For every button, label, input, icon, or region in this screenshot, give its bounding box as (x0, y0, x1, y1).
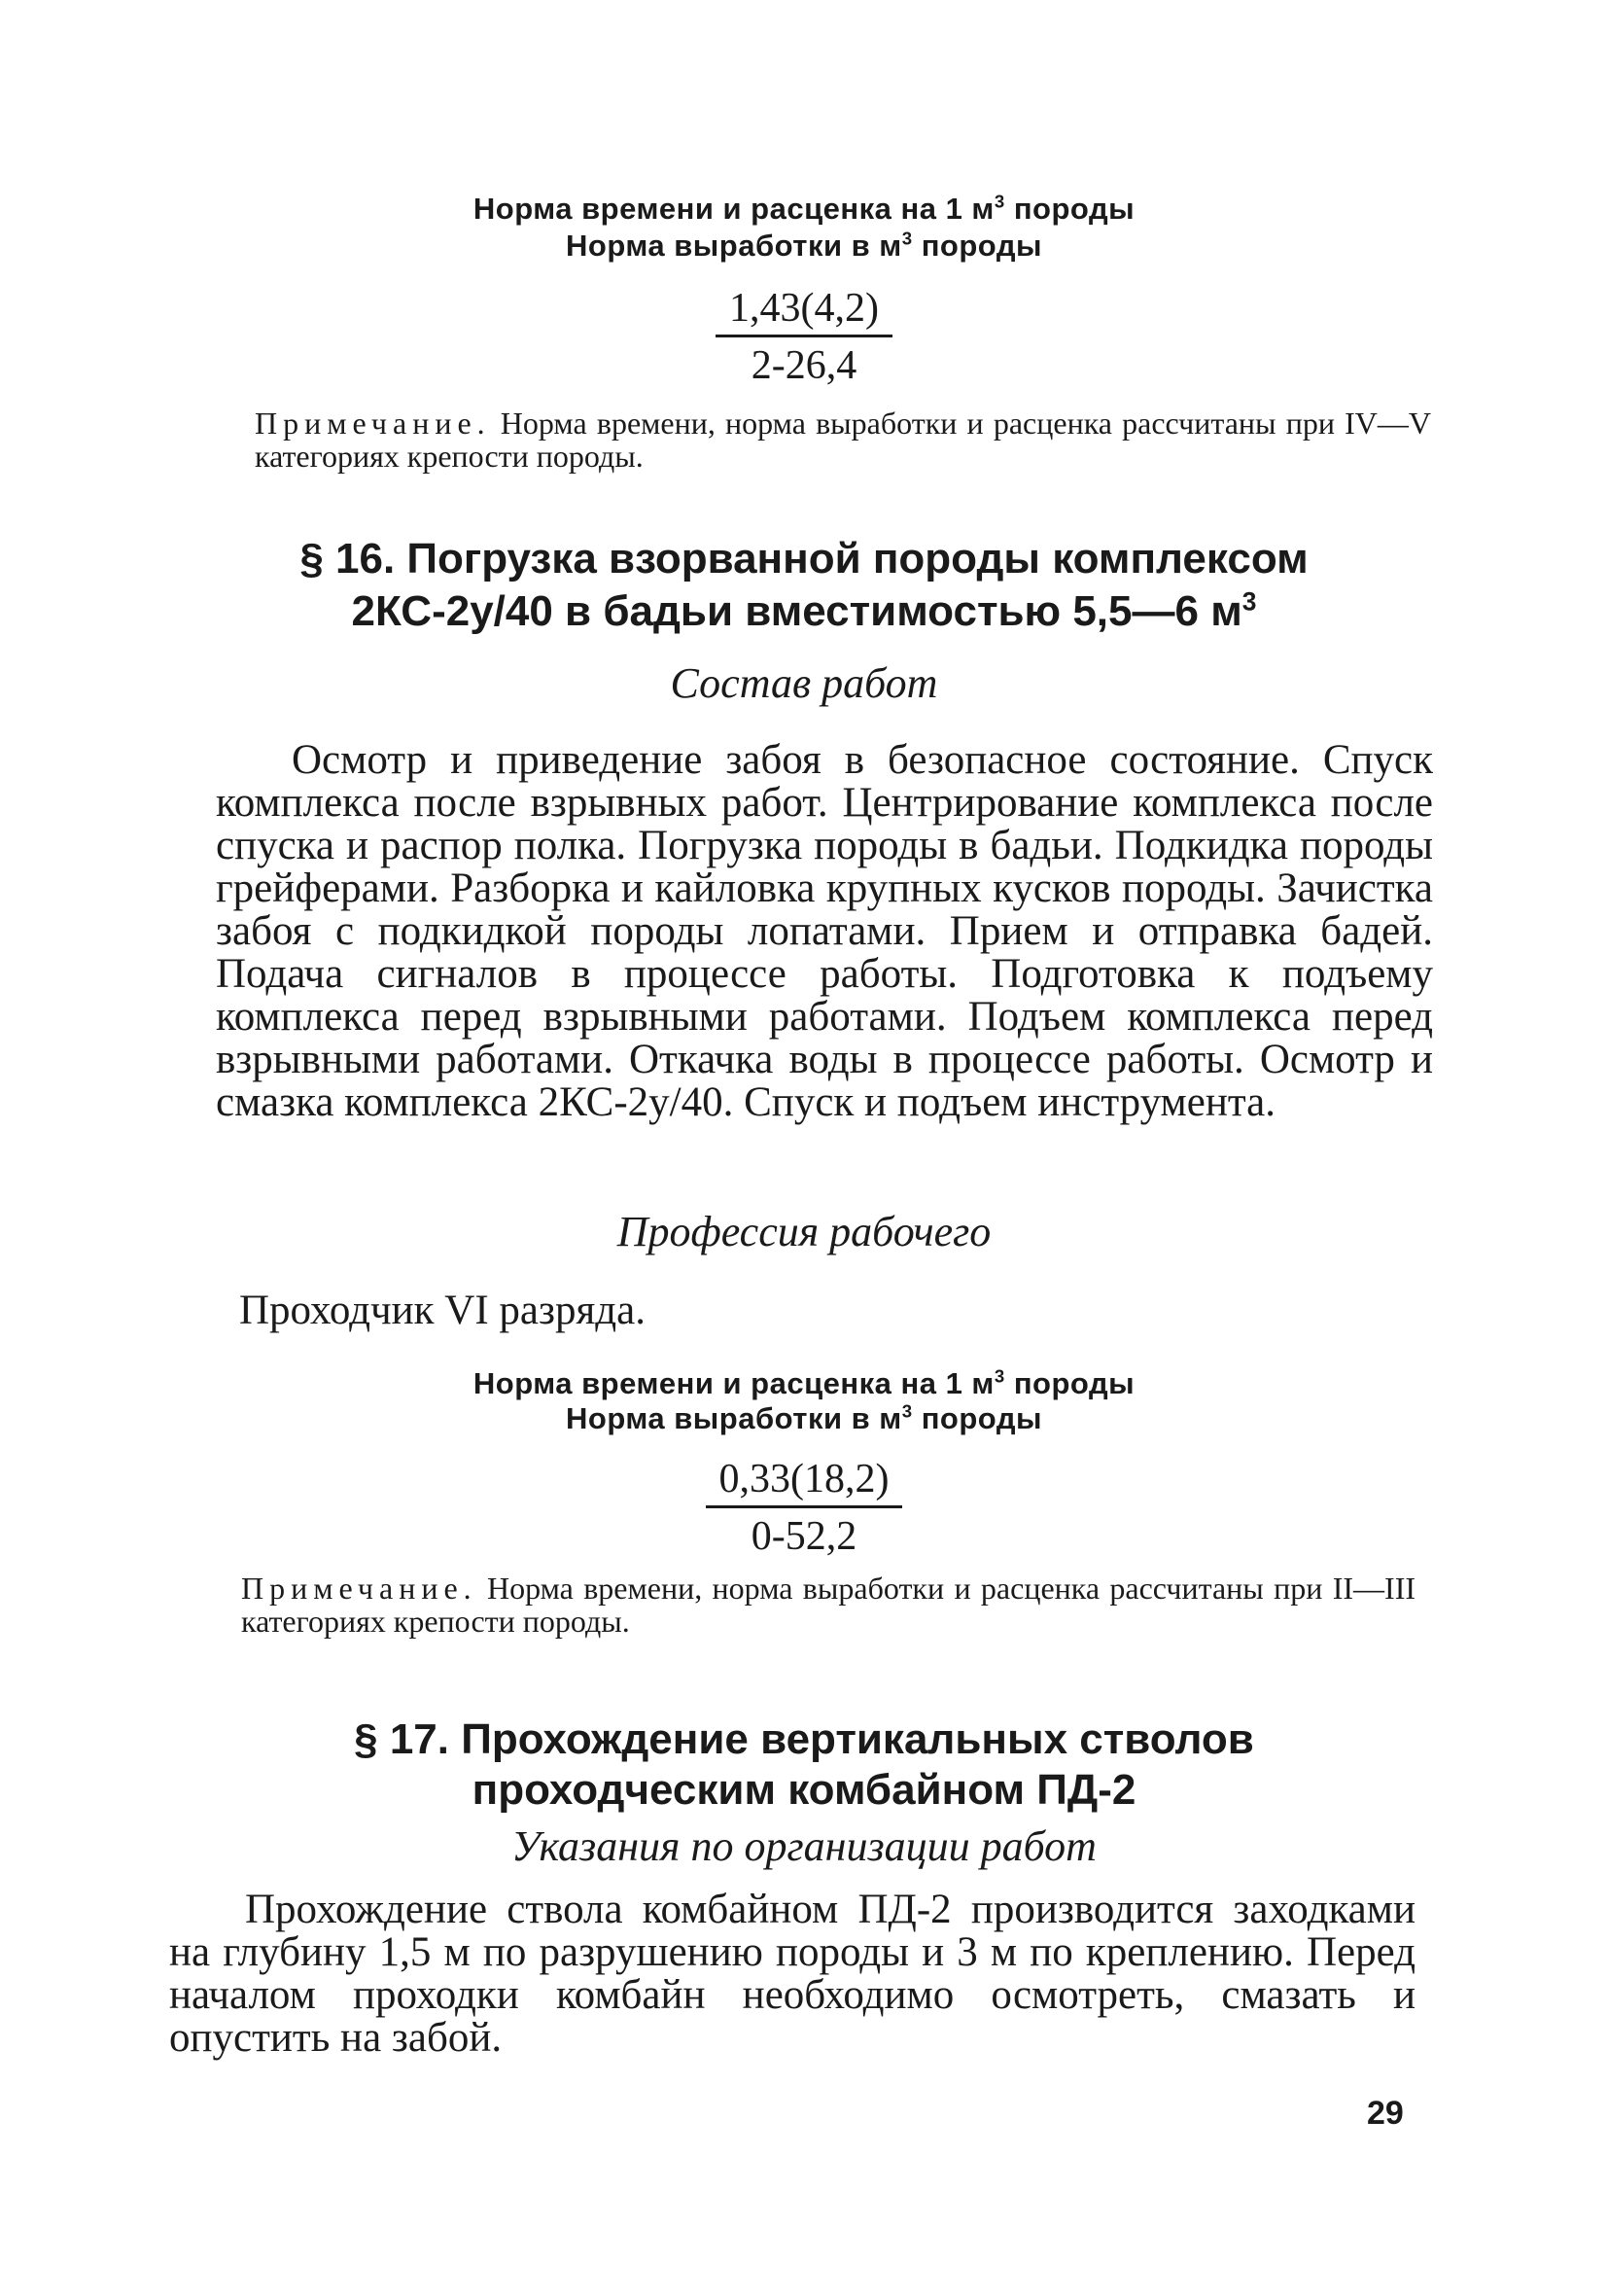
profession-text: Проходчик VI разряда. (239, 1288, 646, 1333)
note-text: Норма времени, норма выработки и расценка рассчитаны при IV—V категориях крепости породы. (255, 406, 1431, 474)
norm-title-2-line1: Норма времени и расценка на 1 м (472, 1366, 995, 1400)
norm-fraction-2 (0, 1455, 1608, 1561)
fraction-numerator: 0,33(18,2) (706, 1455, 903, 1508)
page-number: 29 (1367, 2095, 1404, 2132)
note-label: Примечание. (255, 406, 491, 441)
fraction-denominator: 2-26,4 (751, 343, 857, 388)
fraction-numerator: 1,43(4,2) (716, 284, 892, 337)
instructions-heading: Указания по организации работ (511, 1822, 1097, 1870)
section-16-title-line2-text: 2КС-2у/40 в бадьи вместимостью 5,5—6 м (351, 587, 1242, 635)
norm-title-1-line2-end: породы (912, 229, 1042, 263)
norm-title-2-line2: Норма выработки в м (566, 1401, 902, 1435)
norm-title-2-line1-end: породы (1004, 1366, 1136, 1400)
norm-title-1-line2: Норма выработки в м (566, 229, 902, 263)
profession-heading: Профессия рабочего (616, 1208, 992, 1255)
norm-title-2-line2-end: породы (912, 1401, 1042, 1435)
section-16-title-line2 (0, 585, 1608, 638)
superscript: 3 (901, 1400, 913, 1422)
section-17-title-line1: § 17. Прохождение вертикальных стволов (354, 1715, 1254, 1763)
norm-subtitle-2 (0, 1400, 1608, 1437)
norm-title-1-line1: Норма времени и расценка на 1 м (472, 192, 995, 226)
section-16-title-line1: § 16. Погрузка взорванной породы комплексом (299, 535, 1309, 583)
work-composition-heading: Состав работ (670, 659, 938, 707)
note-1 (255, 406, 1431, 473)
superscript: 3 (901, 228, 913, 249)
section-17-title-line2: проходческим комбайном ПД-2 (472, 1766, 1136, 1814)
note-label: Примечание. (241, 1571, 477, 1606)
superscript: 3 (994, 191, 1005, 212)
fraction-denominator: 0-52,2 (751, 1514, 857, 1559)
superscript: 3 (1241, 586, 1257, 617)
norm-title-2 (0, 1365, 1608, 1402)
norm-subtitle-1 (0, 228, 1608, 265)
note-2 (241, 1572, 1416, 1638)
norm-fraction-1 (0, 284, 1608, 390)
norm-title-1 (0, 191, 1608, 228)
superscript: 3 (994, 1365, 1005, 1387)
norm-title-1-line1-end: породы (1004, 192, 1136, 226)
work-composition-text: Осмотр и приведение забоя в безопасное состояние. Спуск комплекса после взрывных работ. Центрирование комплекса после спуска и распор полка. Погрузка породы в бадьи. Подкидка породы грейферами. Разборка и кайловка крупных кусков породы. Зачистка забоя с подкидкой породы лопатами. Прием и отправка бадей. Подача сигналов в процессе работы. Подготовка к подъему комплекса перед взрывными работами. Подъем комплекса перед взрывными работами. Откачка воды в процессе работы. Осмотр и смазка комплекса 2КС-2у/40. Спуск и подъем инструмента. (216, 737, 1433, 1125)
note-text: Норма времени, норма выработки и расценка рассчитаны при II—III категориях крепости породы. (241, 1571, 1416, 1639)
instructions-text: Прохождение ствола комбайном ПД-2 производится заходками на глубину 1,5 м по разрушению породы и 3 м по креплению. Перед началом проходки комбайн необходимо осмотреть, смазать и опустить на забой. (169, 1887, 1416, 2061)
